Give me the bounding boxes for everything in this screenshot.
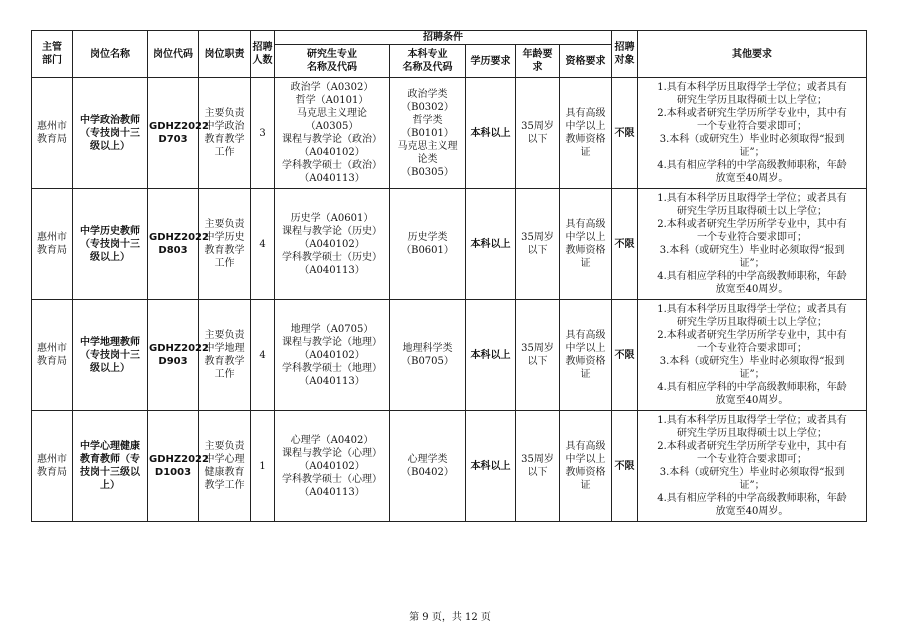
qualification-cell: 具有高级 中学以上 教师资格 证 [560,189,612,300]
qualification-cell: 具有高级 中学以上 教师资格 证 [560,78,612,189]
education-cell: 本科以上 [466,78,516,189]
dept-cell: 惠州市 教育局 [32,300,73,411]
post-code-cell: GDHZ2022 D703 [148,78,199,189]
post-code-cell: GDHZ2022 D903 [148,300,199,411]
header-post-name: 岗位名称 [73,31,148,78]
post-code-cell: GDHZ2022 D1003 [148,411,199,522]
duty-cell: 主要负责 中学历史 教育教学 工作 [199,189,251,300]
header-duty: 岗位职责 [199,31,251,78]
table-row [32,411,867,522]
header-education: 学历要求 [466,45,516,78]
education-cell: 本科以上 [466,300,516,411]
grad-major-cell: 历史学（A0601） 课程与教学论（历史） （A040102） 学科教学硕士（历史） （A040113） [275,189,390,300]
duty-cell: 主要负责 中学心理 健康教育 教学工作 [199,411,251,522]
header-age: 年龄要 求 [516,45,560,78]
education-cell: 本科以上 [466,189,516,300]
grad-major-cell: 政治学（A0302） 哲学（A0101） 马克思主义理论 （A0305） 课程与教学论（政治） （A040102） 学科教学硕士（政治） （A040113） [275,78,390,189]
other-requirements-cell: 1.具有本科学历且取得学士学位；或者具有 研究生学历且取得硕士以上学位； 2.本科或者研究生学历所学专业中，其中有 一个专业符合要求即可； 3.本科（或研究生）毕业时必须取得“报到 证”； 4.具有相应学科的中学高级教师职称，年龄 放宽至40周岁。 [638,189,867,300]
dept-cell: 惠州市 教育局 [32,411,73,522]
count-cell: 4 [251,189,275,300]
grad-major-cell: 地理学（A0705） 课程与教学论（地理） （A040102） 学科教学硕士（地理） （A040113） [275,300,390,411]
dept-cell: 惠州市 教育局 [32,189,73,300]
undergrad-major-cell: 心理学类 （B0402） [390,411,466,522]
other-requirements-cell: 1.具有本科学历且取得学士学位；或者具有 研究生学历且取得硕士以上学位； 2.本科或者研究生学历所学专业中，其中有 一个专业符合要求即可； 3.本科（或研究生）毕业时必须取得“报到 证”； 4.具有相应学科的中学高级教师职称，年龄 放宽至40周岁。 [638,78,867,189]
education-cell: 本科以上 [466,411,516,522]
header-target: 招聘 对象 [612,31,638,78]
target-cell: 不限 [612,78,638,189]
count-cell: 4 [251,300,275,411]
post-name-cell: 中学历史教师 （专技岗十三 级以上） [73,189,148,300]
post-name-cell: 中学政治教师 （专技岗十三 级以上） [73,78,148,189]
age-cell: 35周岁 以下 [516,411,560,522]
undergrad-major-cell: 地理科学类 （B0705） [390,300,466,411]
header-undergrad-major: 本科专业 名称及代码 [390,45,466,78]
header-dept: 主管 部门 [32,31,73,78]
header-qualification: 资格要求 [560,45,612,78]
table-row [32,78,867,189]
post-code-cell: GDHZ2022 D803 [148,189,199,300]
table-row [32,189,867,300]
header-other: 其他要求 [638,31,867,78]
age-cell: 35周岁 以下 [516,189,560,300]
other-requirements-cell: 1.具有本科学历且取得学士学位；或者具有 研究生学历且取得硕士以上学位； 2.本科或者研究生学历所学专业中，其中有 一个专业符合要求即可； 3.本科（或研究生）毕业时必须取得“报到 证”； 4.具有相应学科的中学高级教师职称，年龄 放宽至40周岁。 [638,411,867,522]
count-cell: 1 [251,411,275,522]
qualification-cell: 具有高级 中学以上 教师资格 证 [560,411,612,522]
duty-cell: 主要负责 中学政治 教育教学 工作 [199,78,251,189]
header-grad-major: 研究生专业 名称及代码 [275,45,390,78]
count-cell: 3 [251,78,275,189]
target-cell: 不限 [612,189,638,300]
post-name-cell: 中学地理教师 （专技岗十三 级以上） [73,300,148,411]
dept-cell: 惠州市 教育局 [32,78,73,189]
grad-major-cell: 心理学（A0402） 课程与教学论（心理） （A040102） 学科教学硕士（心理） （A040113） [275,411,390,522]
post-name-cell: 中学心理健康 教育教师（专 技岗十三级以 上） [73,411,148,522]
header-post-code: 岗位代码 [148,31,199,78]
age-cell: 35周岁 以下 [516,78,560,189]
target-cell: 不限 [612,411,638,522]
undergrad-major-cell: 历史学类 （B0601） [390,189,466,300]
page-footer: 第 9 页，共 12 页 [409,612,491,623]
undergrad-major-cell: 政治学类 （B0302） 哲学类 （B0101） 马克思主义理 论类 （B0305） [390,78,466,189]
age-cell: 35周岁 以下 [516,300,560,411]
header-count: 招聘 人数 [251,31,275,78]
table-row [32,300,867,411]
duty-cell: 主要负责 中学地理 教育教学 工作 [199,300,251,411]
other-requirements-cell: 1.具有本科学历且取得学士学位；或者具有 研究生学历且取得硕士以上学位； 2.本科或者研究生学历所学专业中，其中有 一个专业符合要求即可； 3.本科（或研究生）毕业时必须取得“报到 证”； 4.具有相应学科的中学高级教师职称，年龄 放宽至40周岁。 [638,300,867,411]
recruitment-table [31,30,867,522]
header-conditions: 招聘条件 [275,31,612,45]
qualification-cell: 具有高级 中学以上 教师资格 证 [560,300,612,411]
target-cell: 不限 [612,300,638,411]
